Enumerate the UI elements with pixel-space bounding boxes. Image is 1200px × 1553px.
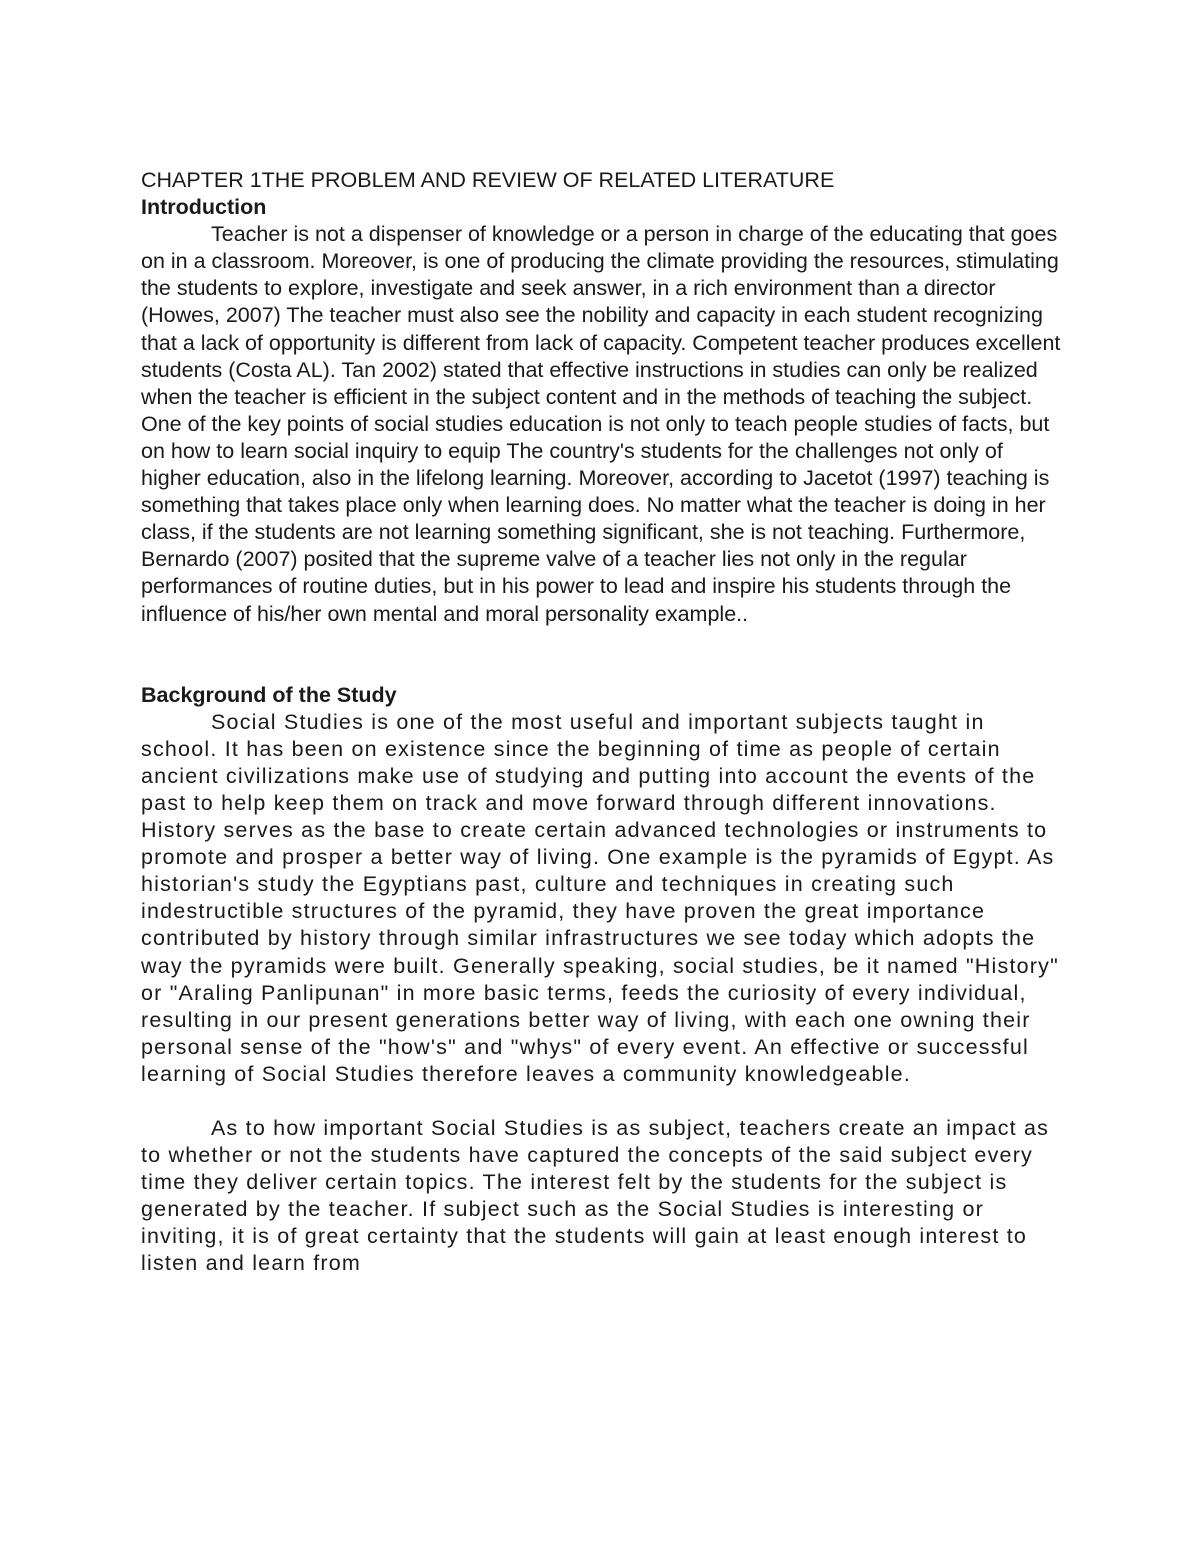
document-body <box>141 167 1061 1278</box>
chapter-title: CHAPTER 1THE PROBLEM AND REVIEW OF RELATED LITERATURE <box>141 168 835 192</box>
section-heading-introduction: Introduction <box>141 195 267 220</box>
paragraph-spacer <box>141 1088 1061 1115</box>
section-spacer <box>141 628 1061 682</box>
introduction-paragraph: Teacher is not a dispenser of knowledge or a person in charge of the educating that goes on in a classroom. Moreover, is one of producing the climate providing the resources, stimulating the students to explore, investigate and seek answer, in a rich environment than a director (Howes, 2007) The teacher must also see the nobility and capacity in each student recognizing that a lack of opportunity is different from lack of capacity. Competent teacher produces excellent students (Costa AL). Tan 2002) stated that effective instructions in studies can only be realized when the teacher is efficient in the subject content and in the methods of teaching the subject. One of the key points of social studies education is not only to teach people studies of facts, but on how to learn social inquiry to equip The country's students for the challenges not only of higher education, also in the lifelong learning. Moreover, according to Jacetot (1997) teaching is something that takes place only when learning does. No matter what the teacher is doing in her class, if the students are not learning something significant, she is not teaching. Furthermore, Bernardo (2007) posited that the supreme valve of a teacher lies not only in the regular performances of routine duties, but in his power to lead and inspire his students through the influence of his/her own mental and moral personality example.. <box>141 222 1061 626</box>
background-paragraph-1: Social Studies is one of the most useful and important subjects taught in school. It has been on existence since the beginning of time as people of certain ancient civilizations make use of studying and putting into account the events of the past to help keep them on track and move forward through different innovations. History serves as the base to create certain advanced technologies or instruments to promote and prosper a better way of living. One example is the pyramids of Egypt. As historian's study the Egyptians past, culture and techniques in creating such indestructible structures of the pyramid, they have proven the great importance contributed by history through similar infrastructures we see today which adopts the way the pyramids were built. Generally speaking, social studies, be it named "History" or "Araling Panlipunan" in more basic terms, feeds the curiosity of every individual, resulting in our present generations better way of living, with each one owning their personal sense of the "how's" and "whys" of every event. An effective or successful learning of Social Studies therefore leaves a community knowledgeable. <box>141 709 1059 1086</box>
section-heading-background: Background of the Study <box>141 682 397 707</box>
background-paragraph-2: As to how important Social Studies is as subject, teachers create an impact as to whether or not the students have captured the concepts of the said subject every time they deliver certain topics. The interest felt by the students for the subject is generated by the teacher. If subject such as the Social Studies is interesting or inviting, it is of great certainty that the students will gain at least enough interest to listen and learn from <box>141 1116 1050 1276</box>
